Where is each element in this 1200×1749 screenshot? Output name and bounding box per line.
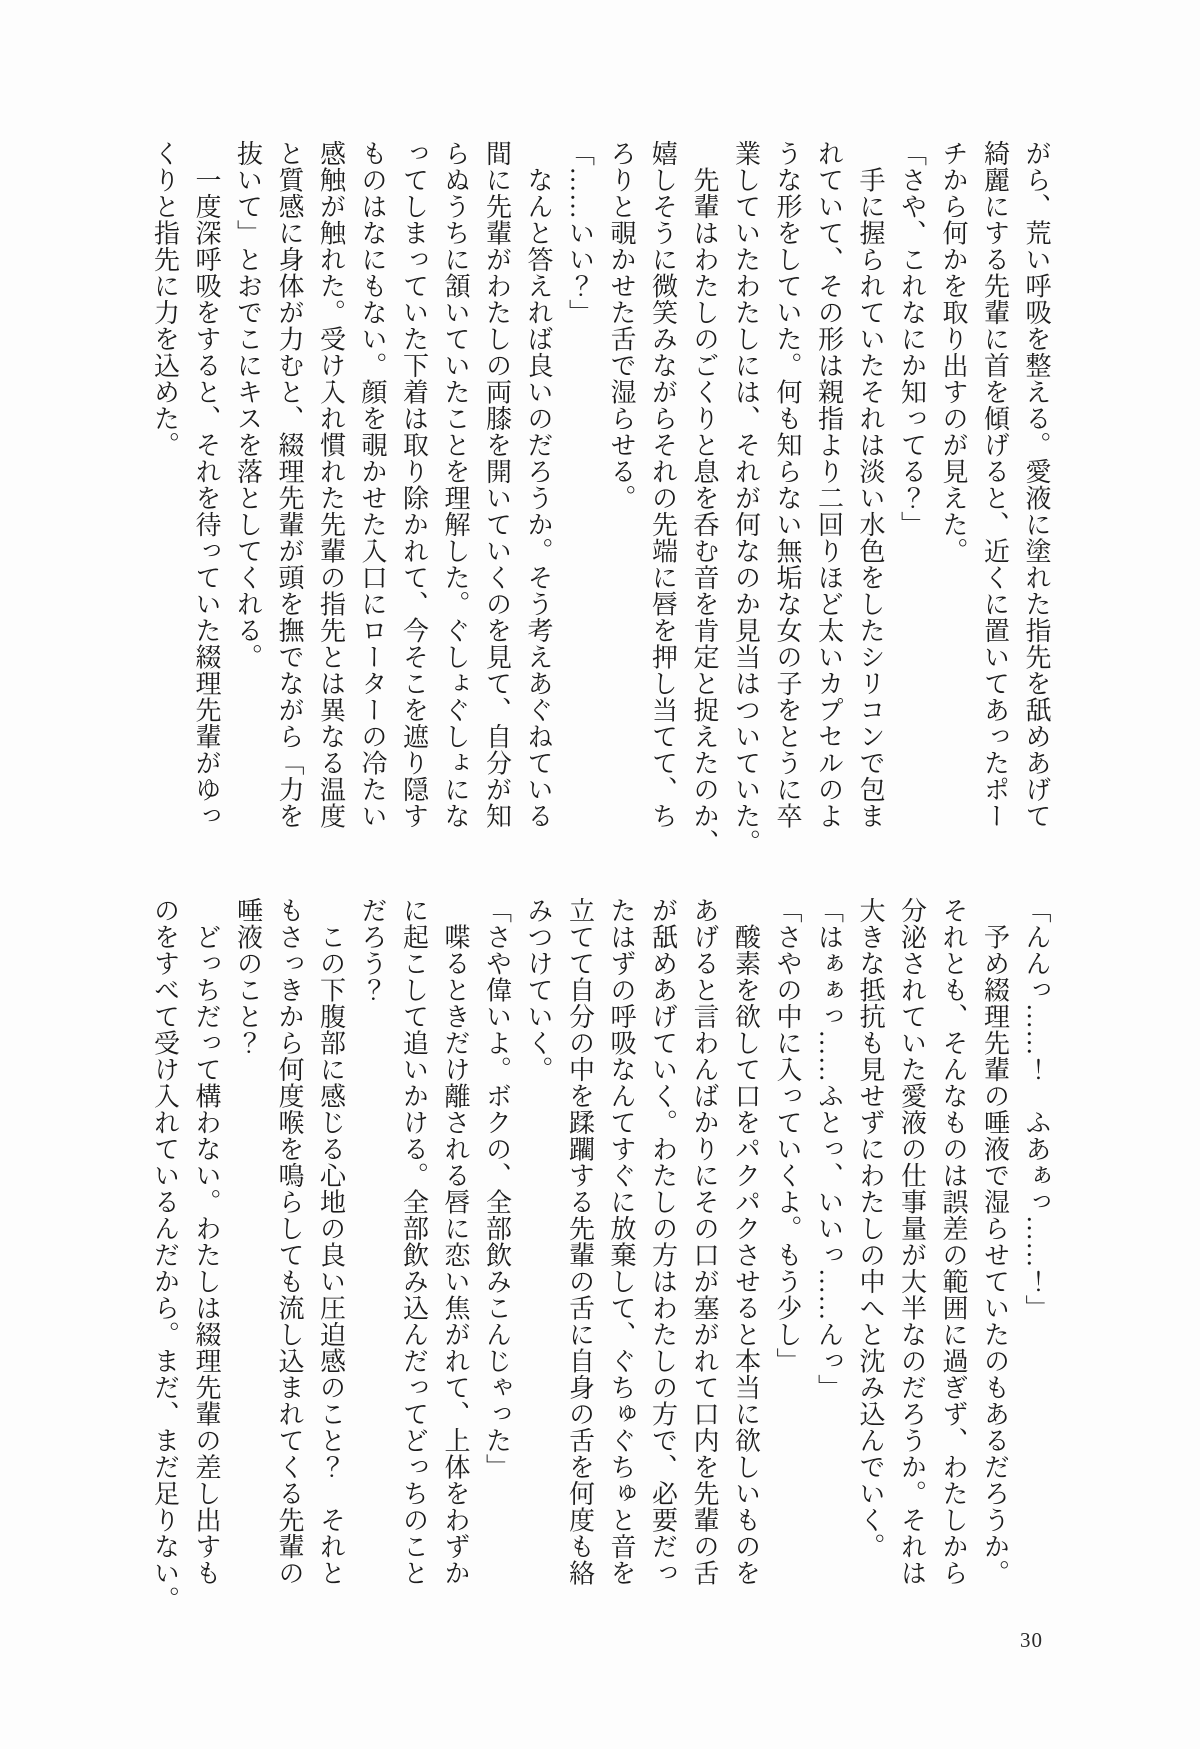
text-column: と質感に身体が力むと、綴理先輩が頭を撫でながら「力を [275, 140, 304, 829]
text-column: 予め綴理先輩の唾液で湿らせていたのもあるだろうか。 [980, 897, 1010, 1586]
text-column: なんと答えれば良いのだろうか。そう考えあぐねている [524, 140, 553, 829]
text-column: たはずの呼吸なんてすぐに放棄して、ぐちゅぐちゅと音を [607, 897, 636, 1586]
text-column: 大きな抵抗も見せずにわたしの中へと沈み込んでいく。 [856, 897, 885, 1560]
text-column: 先輩はわたしのごくりと息を呑む音を肯定と捉えたのか、 [690, 140, 719, 856]
text-column: 嬉しそうに微笑みながらそれの先端に唇を押し当てて、ち [648, 140, 678, 829]
page-number: 30 [1020, 1628, 1043, 1652]
text-column: この下腹部に感じる心地の良い圧迫感のこと？ それと [316, 897, 346, 1586]
top-text-block [144, 140, 1057, 856]
text-column: それとも、そんなものは誤差の範囲に過ぎず、わたしから [939, 897, 968, 1586]
text-column: 綺麗にする先輩に首を傾げると、近くに置いてあったポー [980, 140, 1010, 829]
text-column: ってしまっていた下着は取り除かれて、今そこを遮り隠す [399, 140, 429, 829]
text-column: 手に握られていたそれは淡い水色をしたシリコンで包ま [856, 140, 885, 829]
text-column: 抜いて」とおでこにキスを落としてくれる。 [233, 140, 263, 670]
bottom-text-block [144, 897, 1057, 1613]
text-column: 喋るときだけ離される唇に恋い焦がれて、上体をわずか [441, 897, 470, 1586]
text-column: あげると言わんばかりにその口が塞がれて口内を先輩の舌 [690, 897, 719, 1586]
text-column: チから何かを取り出すのが見えた。 [939, 140, 968, 564]
text-column: 「さや、これなにか知ってる？」 [897, 140, 927, 538]
text-column: らぬうちに頷いていたことを理解した。ぐしょぐしょにな [441, 140, 470, 829]
text-column: ろりと覗かせた舌で湿らせる。 [607, 140, 636, 511]
text-column: ものはなにもない。顔を覗かせた入口にローターの冷たい [358, 140, 387, 829]
text-column: くりと指先に力を込めた。 [150, 140, 180, 458]
text-column: 業していたわたしには、それが何なのか見当はついていた。 [731, 140, 761, 856]
text-column: に起こして追いかける。全部飲み込んだってどっちのこと [399, 897, 429, 1586]
text-column: 「……いい？」 [565, 140, 595, 326]
text-column: だろう？ [358, 897, 387, 1003]
text-column: が舐めあげていく。わたしの方はわたしの方で、必要だっ [648, 897, 678, 1586]
text-column: 「はぁぁっ……ふとっ、いいっ……んっ」 [814, 897, 844, 1401]
text-column: 「さやの中に入っていくよ。もう少し」 [773, 897, 802, 1374]
text-column: もさっきから何度喉を鳴らしても流し込まれてくる先輩の [275, 897, 304, 1586]
text-column: 感触が触れた。受け入れ慣れた先輩の指先とは異なる温度 [316, 140, 346, 829]
text-column: のをすべて受け入れているんだから。まだ、まだ足りない。 [150, 897, 180, 1613]
text-column: みつけていく。 [524, 897, 553, 1083]
text-column: れていて、その形は親指より二回りほど太いカプセルのよ [814, 140, 844, 829]
text-column: 「んんっ……！ ふあぁっ……！」 [1022, 897, 1051, 1321]
text-column: 分泌されていた愛液の仕事量が大半なのだろうか。それは [897, 897, 927, 1586]
text-column: がら、荒い呼吸を整える。愛液に塗れた指先を舐めあげて [1022, 140, 1051, 829]
text-column: どっちだって構わない。わたしは綴理先輩の差し出すも [192, 897, 221, 1586]
text-column: 間に先輩がわたしの両膝を開いていくのを見て、自分が知 [482, 140, 512, 829]
text-column: 酸素を欲して口をパクパクさせると本当に欲しいものを [731, 897, 761, 1586]
text-column: 唾液のこと？ [233, 897, 263, 1056]
text-column: うな形をしていた。何も知らない無垢な女の子をとうに卒 [773, 140, 802, 829]
text-column: 一度深呼吸をすると、それを待っていた綴理先輩がゆっ [192, 140, 221, 829]
text-column: 「さや偉いよ。ボクの、全部飲みこんじゃった」 [482, 897, 512, 1480]
text-column: 立てて自分の中を蹂躙する先輩の舌に自身の舌を何度も絡 [565, 897, 595, 1586]
